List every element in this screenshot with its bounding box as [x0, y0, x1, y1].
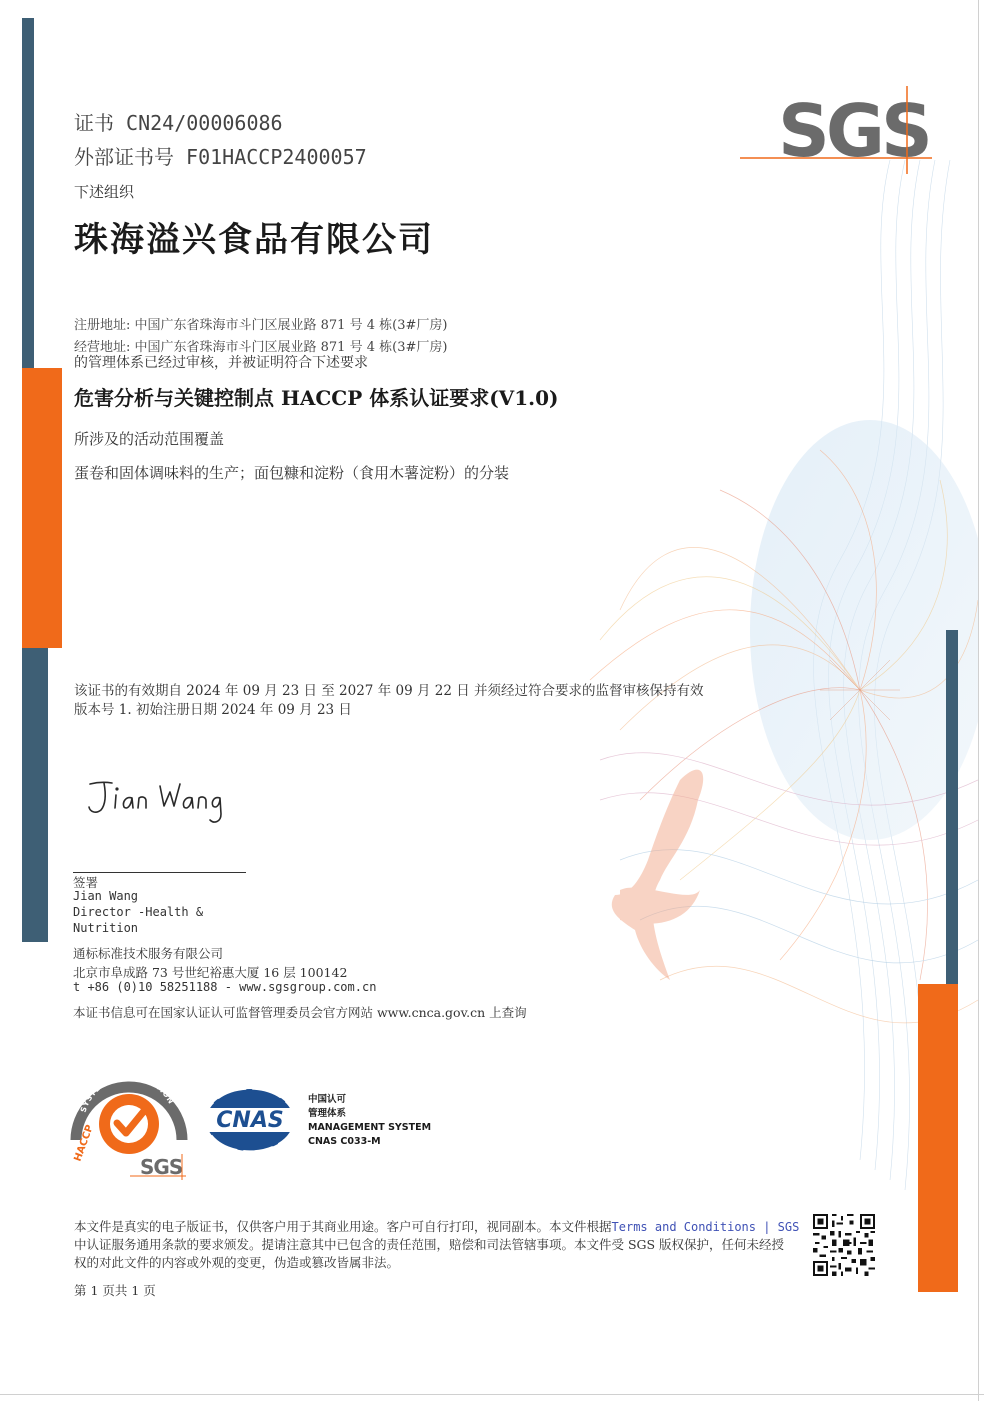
cnas-caption-line2: 管理体系 [308, 1108, 347, 1119]
decorative-guilloche-pattern [560, 160, 978, 1310]
page-edge-right [978, 0, 979, 1401]
signer-title-line2: Nutrition [73, 921, 139, 935]
disclaimer-line2: 中认证服务通用条款的要求颁发。提请注意其中已包含的责任范围，赔偿和司法管辖事项。本文件受 SGS 版权保护，任何未经授 [74, 1237, 785, 1252]
signer-name: Jian Wang [73, 889, 139, 903]
external-certificate-number: 外部证书号 F01HACCP2400057 [74, 145, 367, 169]
cnas-caption-line1: 中国认可 [308, 1094, 347, 1105]
organization-label: 下述组织 [74, 183, 135, 201]
validity-period: 该证书的有效期自 2024 年 09 月 23 日 至 2027 年 09 月 22 日 并须经过符合要求的监督审核保持有效 [74, 683, 704, 699]
issuer-name: 通标标准技术服务有限公司 [73, 946, 224, 961]
svg-text:SYSTEM CERTIFICATION: SYSTEM CERTIFICATION [78, 1071, 176, 1114]
cnas-mark-caption [308, 1093, 431, 1149]
terms-and-conditions-link[interactable]: Terms and Conditions | SGS [611, 1220, 800, 1234]
signer-title-line1: Director -Health & [73, 905, 204, 919]
disclaimer-line3: 权的对此文件的内容或外观的变更，伪造或篡改皆属非法。 [74, 1255, 400, 1270]
cnas-caption-line4: CNAS C033-M [308, 1136, 381, 1147]
qr-code[interactable] [813, 1214, 875, 1276]
certification-standard: 危害分析与关键控制点 HACCP 体系认证要求(V1.0) [74, 386, 559, 410]
left-accent-bar-top [22, 18, 34, 368]
signature-line [73, 872, 246, 873]
disclaimer-line1 [74, 1218, 809, 1236]
page-edge-bottom [0, 1394, 984, 1395]
certificate-number: 证书 CN24/00006086 [74, 111, 283, 135]
right-accent-bar-orange [918, 984, 958, 1292]
registered-address: 注册地址: 中国广东省珠海市斗门区展业路 871 号 4 栋(3#厂房) [74, 318, 448, 333]
bird-silhouette [612, 770, 703, 980]
business-address: 经营地址: 中国广东省珠海市斗门区展业路 871 号 4 栋(3#厂房) [74, 340, 448, 355]
disclaimer [74, 1218, 809, 1272]
scope-label: 所涉及的活动范围覆盖 [74, 430, 225, 448]
sgs-logo [740, 86, 935, 178]
left-accent-bar-middle [22, 368, 62, 648]
scope-of-activities: 蛋卷和固体调味料的生产；面包糠和淀粉（食用木薯淀粉）的分装 [74, 464, 510, 482]
management-statement: 的管理体系已经过审核，并被证明符合下述要求 [74, 355, 368, 371]
disclaimer-text-part1: 本文件是真实的电子版证书，仅供客户用于其商业用途。客户可自行打印，视同副本。本文件根据 [74, 1219, 612, 1234]
version-info: 版本号 1. 初始注册日期 2024 年 09 月 23 日 [74, 702, 352, 718]
svg-text:SGS: SGS [778, 89, 929, 173]
handwritten-signature [84, 770, 244, 834]
issuer-contact: t +86 (0)10 58251188 - www.sgsgroup.com.cn [73, 980, 377, 994]
svg-text:SGS: SGS [140, 1155, 183, 1179]
issuer-address: 北京市阜成路 73 号世纪裕惠大厦 16 层 100142 [73, 965, 348, 980]
signature-label: 签署 [73, 875, 99, 890]
cnas-accreditation-mark [203, 1085, 298, 1155]
right-accent-bar-blue [946, 630, 958, 984]
cnas-caption-line3: MANAGEMENT SYSTEM [308, 1122, 432, 1133]
haccp-certification-mark [66, 1062, 192, 1180]
svg-text:HACCP: HACCP [72, 1123, 96, 1164]
left-accent-bar-bottom [22, 648, 48, 942]
company-name: 珠海溢兴食品有限公司 [74, 220, 434, 260]
blue-globe-shape [750, 420, 978, 840]
svg-text:CNAS: CNAS [216, 1108, 284, 1133]
verification-note: 本证书信息可在国家认证认可监督管理委员会官方网站 www.cnca.gov.cn 上查询 [73, 1005, 527, 1020]
page-number: 第 1 页共 1 页 [74, 1283, 156, 1298]
